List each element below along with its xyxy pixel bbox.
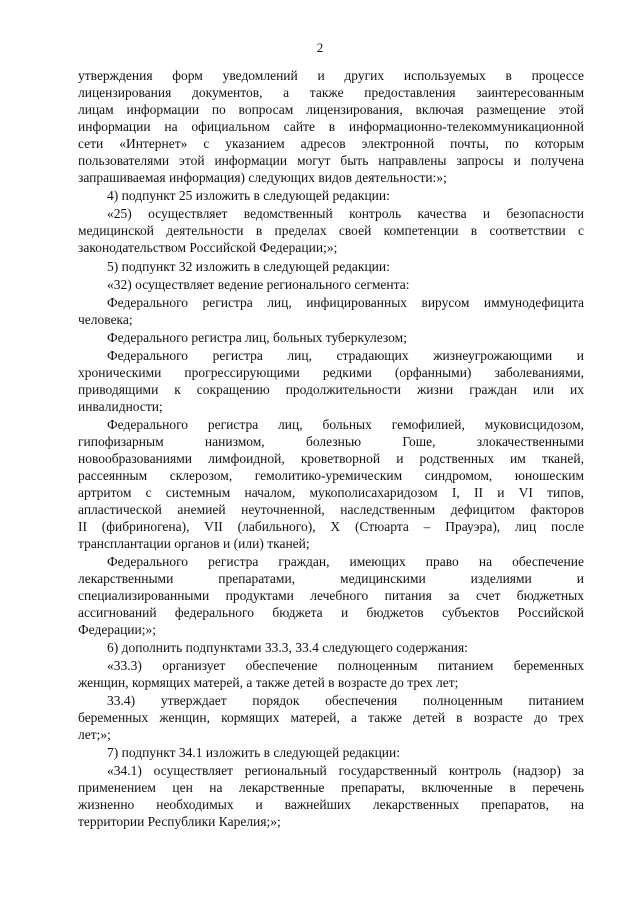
text-line: артритом с системным началом, мукополисахаридозом I, II и VI типов, — [78, 485, 584, 500]
text-line: ассигнований федерального бюджета и бюджетов субъектов Российской — [78, 605, 584, 620]
text-line: инвалидности; — [78, 399, 163, 414]
text-line: сети «Интернет» с указанием адресов электронной почты, по которым — [78, 136, 584, 151]
text-line: «25) осуществляет ведомственный контроль качества и безопасности — [107, 206, 584, 221]
text-line: законодательством Российской Федерации;»; — [78, 240, 338, 255]
text-line: медицинской деятельности в пределах своей компетенции в соответствии с — [78, 223, 584, 238]
text-line: II (фибриногена), VII (лабильного), X (Стюарта – Прауэра), лиц после — [78, 519, 584, 534]
text-line: жизненно необходимых и важнейших лекарственных препаратов, на — [78, 797, 584, 812]
text-line: 4) подпункт 25 изложить в следующей редакции: — [107, 188, 390, 203]
text-line: территории Республики Карелия;»; — [78, 814, 281, 829]
text-line: Федерации;»; — [78, 622, 157, 637]
text-line: «33.3) организует обеспечение полноценным питанием беременных — [107, 658, 584, 673]
text-line: информации на официальном сайте в информационно-телекоммуникационной — [78, 119, 584, 134]
text-line: женщин, кормящих матерей, а также детей в возрасте до трех лет; — [78, 675, 459, 690]
text-line: беременных женщин, кормящих матерей, а также детей в возрасте до трех — [78, 710, 584, 725]
text-line: хроническими прогрессирующими редкими (орфанными) заболеваниями, — [78, 365, 584, 380]
text-line: Федерального регистра лиц, больных туберкулезом; — [107, 330, 407, 345]
text-line: «32) осуществляет ведение регионального сегмента: — [107, 277, 410, 292]
text-line: Федерального регистра граждан, имеющих право на обеспечение — [107, 554, 584, 569]
text-line: приводящими к сокращению продолжительности жизни граждан или их — [78, 382, 584, 397]
text-line: пользователями этой информации могут быть направлены запросы и получена — [78, 153, 584, 168]
text-line: лекарственными препаратами, медицинскими изделиями и — [78, 571, 584, 586]
text-line: 6) дополнить подпунктами 33.3, 33.4 следующего содержания: — [107, 640, 468, 655]
text-line: запрашиваемая информация) следующих видов деятельности:»; — [78, 170, 447, 185]
text-line: утверждения форм уведомлений и других используемых в процессе — [78, 68, 584, 83]
page-number: 2 — [316, 40, 324, 55]
text-line: 33.4) утверждает порядок обеспечения полноценным питанием — [107, 693, 584, 708]
text-line: Федерального регистра лиц, инфицированных вирусом иммунодефицита — [107, 295, 584, 310]
text-line: специализированными продуктами лечебного питания за счет бюджетных — [78, 588, 584, 603]
text-line: лицам информации по вопросам лицензирования, включая размещение этой — [78, 102, 584, 117]
text-line: «34.1) осуществляет региональный государственный контроль (надзор) за — [107, 763, 584, 778]
text-line: лет;»; — [78, 727, 111, 742]
text-line: применением цен на лекарственные препараты, включенные в перечень — [78, 780, 584, 795]
text-line: гипофизарным нанизмом, болезнью Гоше, злокачественными — [78, 434, 584, 449]
text-line: Федерального регистра лиц, больных гемофилией, муковисцидозом, — [107, 417, 584, 432]
text-line: 7) подпункт 34.1 изложить в следующей редакции: — [107, 745, 401, 760]
text-line: трансплантации органов и (или) тканей; — [78, 536, 310, 551]
text-line: 5) подпункт 32 изложить в следующей редакции: — [107, 259, 390, 274]
text-line: Федерального регистра лиц, страдающих жизнеугрожающими и — [107, 348, 584, 363]
text-line: апластической анемией неуточненной, наследственным дефицитом факторов — [78, 502, 584, 517]
text-line: новообразованиями лимфоидной, кроветворной и родственных им тканей, — [78, 451, 584, 466]
text-line: рассеянным склерозом, гемолитико-уремическим синдромом, юношеским — [78, 468, 584, 483]
text-line: человека; — [78, 312, 133, 327]
text-line: лицензирования документов, а также предоставления заинтересованным — [78, 85, 584, 100]
